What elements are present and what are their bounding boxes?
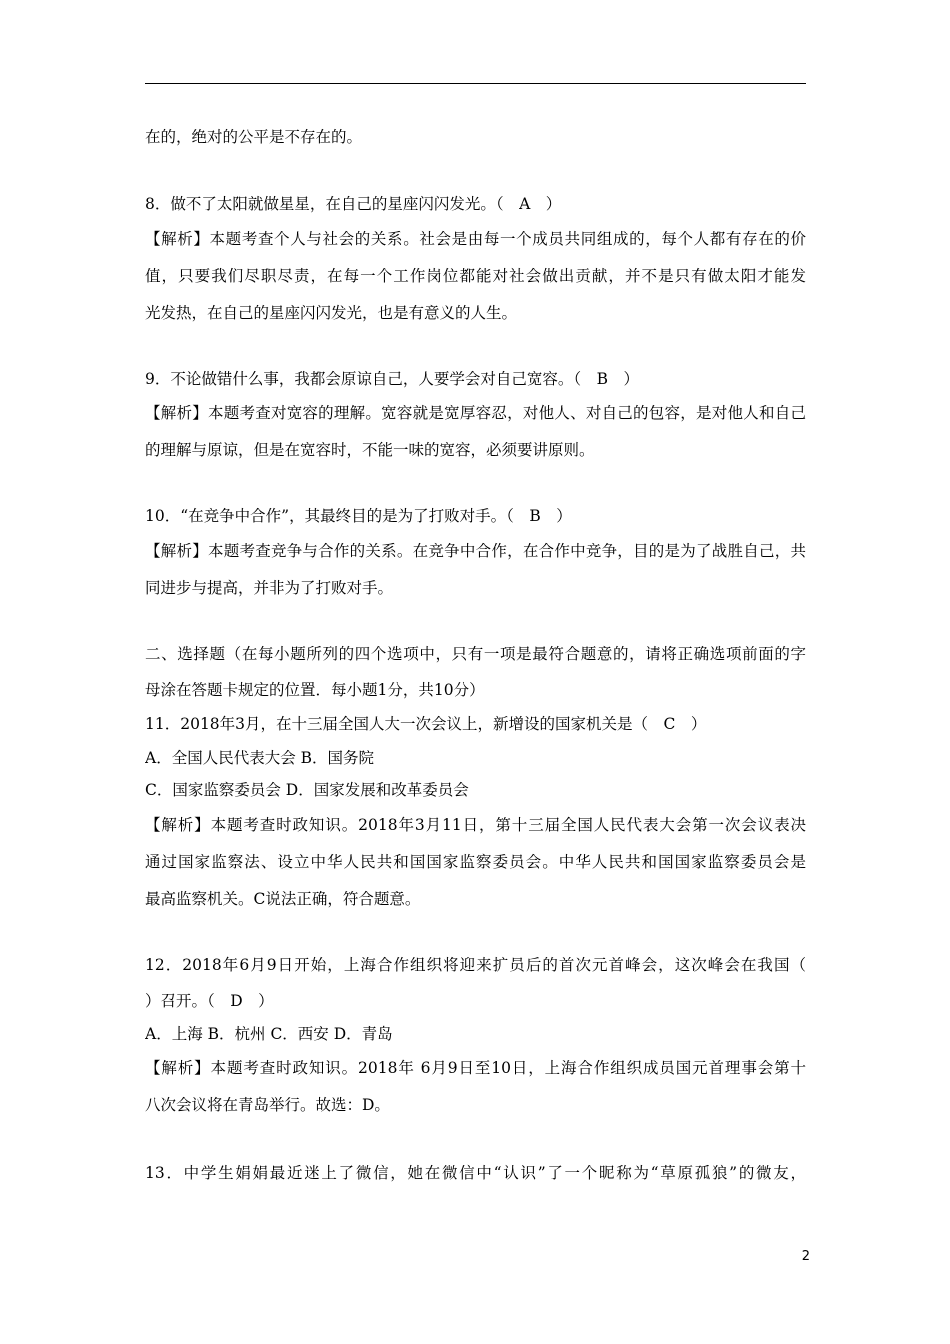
analysis-11-line: 【解析】本题考查时政知识。2018年3月11日，第十三届全国人民代表大会第一次会议表决 [145,816,806,834]
analysis-8-line: 光发热，在自己的星座闪闪发光，也是有意义的人生。 [145,304,518,322]
question-9: 9．不论做错什么事，我都会原谅自己，人要学会对自己宽容。（ B ） [145,370,640,388]
page-number: 2 [801,1249,810,1264]
question-12-options: A．上海 B．杭州 C．西安 D．青岛 [145,1025,393,1043]
question-12: ）召开。（ D ） [145,992,274,1010]
question-13: 13．中学生娟娟最近迷上了微信，她在微信中“认识”了一个昵称为“草原孤狼”的微友， [145,1164,806,1182]
question-11-options: C．国家监察委员会 D．国家发展和改革委员会 [145,781,469,799]
section-heading: 母涂在答题卡规定的位置．每小题1分，共10分） [145,681,485,699]
analysis-12-line: 八次会议将在青岛举行。故选：D。 [145,1096,390,1114]
section-heading: 二、选择题（在每小题所列的四个选项中，只有一项是最符合题意的，请将正确选项前面的字 [145,645,806,663]
analysis-11-line: 最高监察机关。C说法正确，符合题意。 [145,890,421,908]
question-11: 11．2018年3月，在十三届全国人大一次会议上，新增设的国家机关是（ C ） [145,715,707,733]
analysis-9-line: 的理解与原谅，但是在宽容时，不能一味的宽容，必须要讲原则。 [145,441,595,459]
header-rule [145,83,806,84]
analysis-8-line: 值，只要我们尽职尽责，在每一个工作岗位都能对社会做出贡献，并不是只有做太阳才能发 [145,267,806,285]
question-12: 12．2018年6月9日开始，上海合作组织将迎来扩员后的首次元首峰会，这次峰会在我国（ [145,956,806,974]
question-11-options: A．全国人民代表大会 B．国务院 [145,749,375,767]
analysis-8-line: 【解析】本题考查个人与社会的关系。社会是由每一个成员共同组成的，每个人都有存在的价 [145,230,806,248]
text-line: 在的，绝对的公平是不存在的。 [145,128,363,146]
question-10: 10．“在竞争中合作”，其最终目的是为了打败对手。（ B ） [145,507,572,525]
analysis-11-line: 通过国家监察法、设立中华人民共和国国家监察委员会。中华人民共和国国家监察委员会是 [145,853,806,871]
analysis-10-line: 【解析】本题考查竞争与合作的关系。在竞争中合作，在合作中竞争，目的是为了战胜自己，共 [145,542,806,560]
analysis-10-line: 同进步与提高，并非为了打败对手。 [145,579,394,597]
question-8: 8．做不了太阳就做星星，在自己的星座闪闪发光。（ A ） [145,195,562,213]
analysis-9-line: 【解析】本题考查对宽容的理解。宽容就是宽厚容忍，对他人、对自己的包容，是对他人和自己 [145,404,806,422]
analysis-12-line: 【解析】本题考查时政知识。2018年 6月9日至10日，上海合作组织成员国元首理事会第十 [145,1059,806,1077]
